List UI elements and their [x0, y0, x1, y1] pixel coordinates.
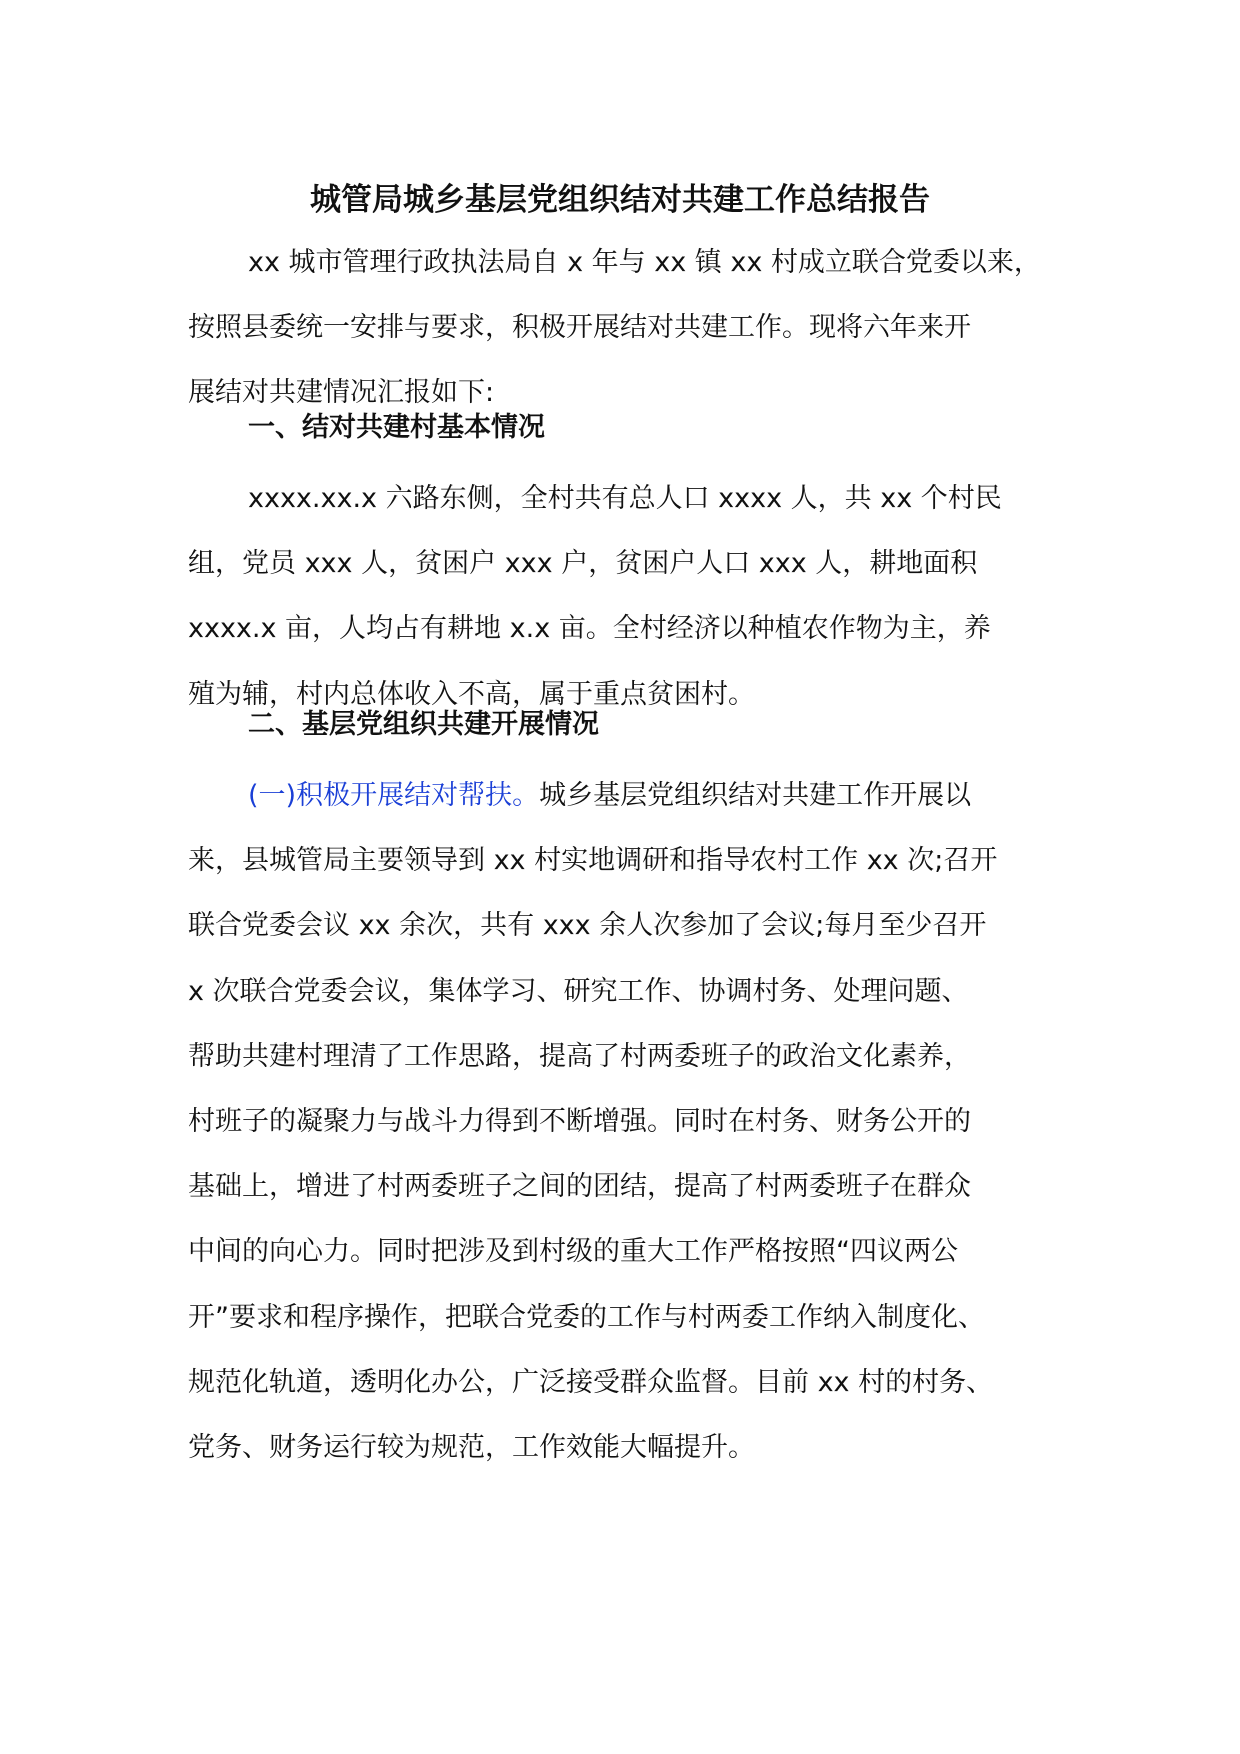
- intro-line: 按照县委统一安排与要求，积极开展结对共建工作。现将六年来开: [188, 312, 971, 344]
- section-1-paragraph: [188, 466, 1088, 727]
- paragraph-line: 联合党委会议 xx 余次，共有 xxx 余人次参加了会议;每月至少召开: [188, 910, 987, 942]
- paragraph-line: 帮助共建村理清了工作思路，提高了村两委班子的政治文化素养，: [188, 1040, 971, 1072]
- paragraph-line: 组，党员 xxx 人，贫困户 xxx 户，贫困户人口 xxx 人，耕地面积: [188, 548, 978, 580]
- paragraph-line: x 次联合党委会议，集体学习、研究工作、协调村务、处理问题、: [188, 975, 969, 1007]
- intro-line: xx 城市管理行政执法局自 x 年与 xx 镇 xx 村成立联合党委以来，: [248, 247, 1041, 278]
- paragraph-text: 城乡基层党组织结对共建工作开展以: [539, 780, 972, 811]
- paragraph-line: 中间的向心力。同时把涉及到村级的重大工作严格按照“四议两公: [188, 1236, 958, 1268]
- sub-heading: (一)积极开展结对帮扶。: [248, 780, 540, 811]
- paragraph-line: xxxx.x 亩，人均占有耕地 x.x 亩。全村经济以种植农作物为主，养: [188, 613, 991, 645]
- paragraph-line: 基础上，增进了村两委班子之间的团结，提高了村两委班子在群众: [188, 1171, 971, 1203]
- document-title: 城管局城乡基层党组织结对共建工作总结报告: [310, 182, 930, 218]
- paragraph-line: 规范化轨道，透明化办公，广泛接受群众监督。目前 xx 村的村务、: [188, 1366, 994, 1398]
- section-2-heading: 二、基层党组织共建开展情况: [248, 709, 599, 740]
- paragraph-line: 来，县城管局主要领导到 xx 村实地调研和指导农村工作 xx 次;召开: [188, 845, 998, 877]
- intro-line: 展结对共建情况汇报如下:: [188, 377, 495, 409]
- section-2-paragraph: [188, 763, 1088, 1480]
- paragraph-first-line: [188, 763, 1088, 828]
- paragraph-line: xxxx.xx.x 六路东侧，全村共有总人口 xxxx 人，共 xx 个村民: [248, 483, 1002, 514]
- paragraph-line: 殖为辅，村内总体收入不高，属于重点贫困村。: [188, 678, 755, 710]
- paragraph-line: 村班子的凝聚力与战斗力得到不断增强。同时在村务、财务公开的: [188, 1105, 971, 1137]
- section-1-heading: 一、结对共建村基本情况: [248, 412, 545, 443]
- intro-paragraph: [188, 230, 1088, 426]
- paragraph-line: 党务、财务运行较为规范，工作效能大幅提升。: [188, 1431, 755, 1463]
- paragraph-line: 开”要求和程序操作，把联合党委的工作与村两委工作纳入制度化、: [188, 1301, 985, 1333]
